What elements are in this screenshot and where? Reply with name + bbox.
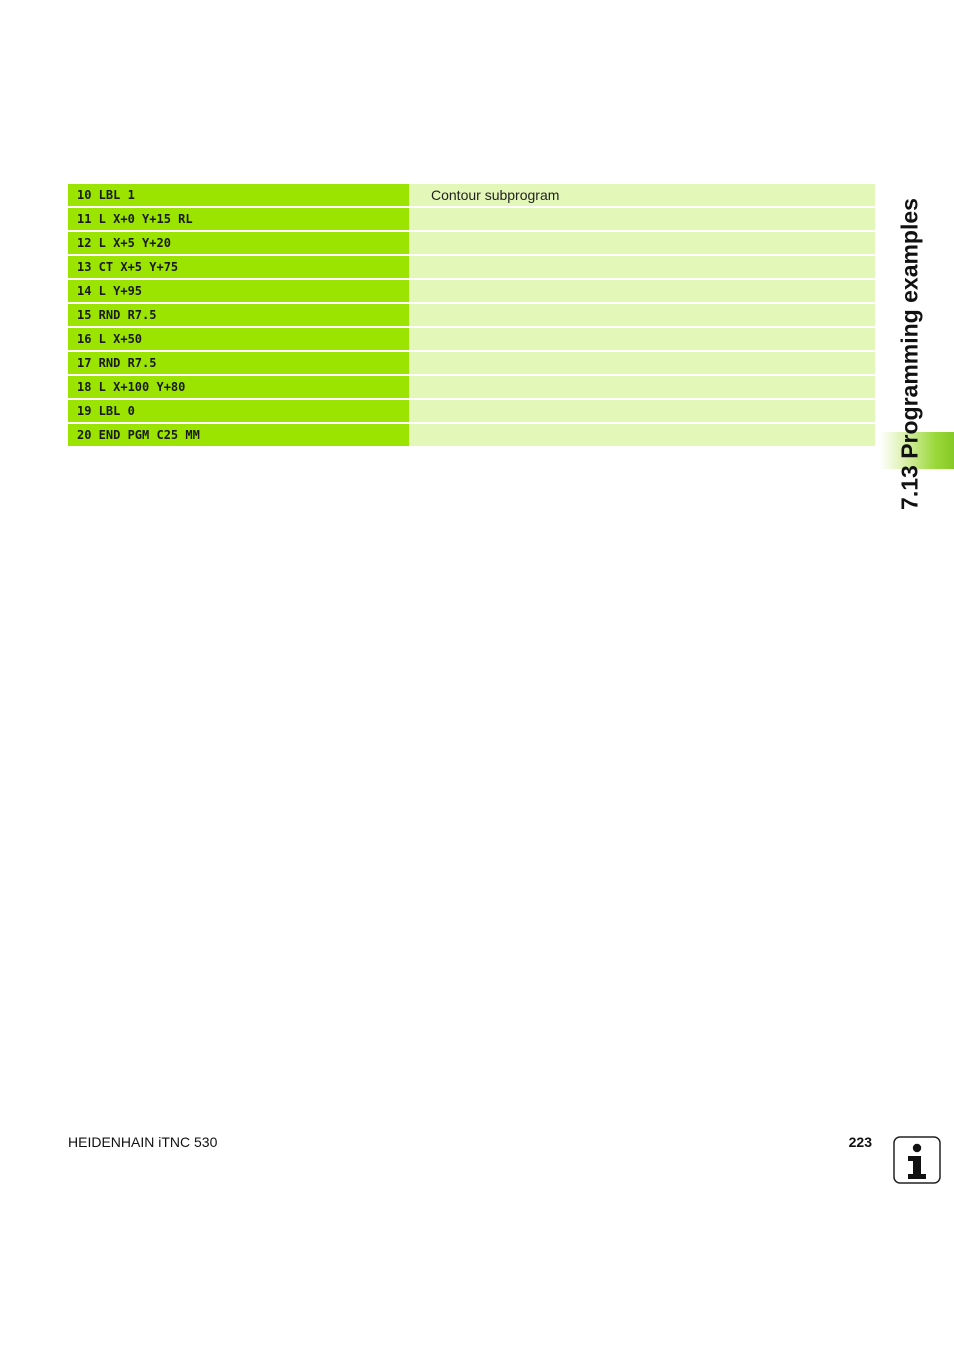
nc-comment <box>409 280 875 302</box>
manual-title: HEIDENHAIN iTNC 530 <box>68 1134 218 1150</box>
nc-block: 13 CT X+5 Y+75 <box>68 256 409 278</box>
nc-comment <box>409 352 875 374</box>
nc-comment <box>409 232 875 254</box>
program-line <box>68 400 875 424</box>
program-line <box>68 256 875 280</box>
nc-block: 15 RND R7.5 <box>68 304 409 326</box>
nc-comment <box>409 376 875 398</box>
program-line <box>68 376 875 400</box>
nc-block: 19 LBL 0 <box>68 400 409 422</box>
program-line <box>68 208 875 232</box>
program-line <box>68 328 875 352</box>
page-number: 223 <box>848 1134 872 1150</box>
nc-comment <box>409 304 875 326</box>
program-line <box>68 232 875 256</box>
nc-block: 20 END PGM C25 MM <box>68 424 409 446</box>
nc-comment <box>409 256 875 278</box>
nc-comment <box>409 328 875 350</box>
nc-block: 18 L X+100 Y+80 <box>68 376 409 398</box>
section-title-text: 7.13 Programming examples <box>896 198 923 510</box>
nc-block: 16 L X+50 <box>68 328 409 350</box>
nc-block: 11 L X+0 Y+15 RL <box>68 208 409 230</box>
program-line <box>68 352 875 376</box>
program-line <box>68 280 875 304</box>
nc-block: 10 LBL 1 <box>68 184 409 206</box>
program-line <box>68 424 875 448</box>
nc-block: 12 L X+5 Y+20 <box>68 232 409 254</box>
program-line <box>68 184 875 208</box>
nc-block: 14 L Y+95 <box>68 280 409 302</box>
program-listing <box>68 184 875 448</box>
nc-comment <box>409 424 875 446</box>
nc-comment <box>409 208 875 230</box>
nc-comment: Contour subprogram <box>409 184 875 206</box>
nc-block: 17 RND R7.5 <box>68 352 409 374</box>
program-line <box>68 304 875 328</box>
info-icon <box>893 1136 941 1184</box>
nc-comment <box>409 400 875 422</box>
